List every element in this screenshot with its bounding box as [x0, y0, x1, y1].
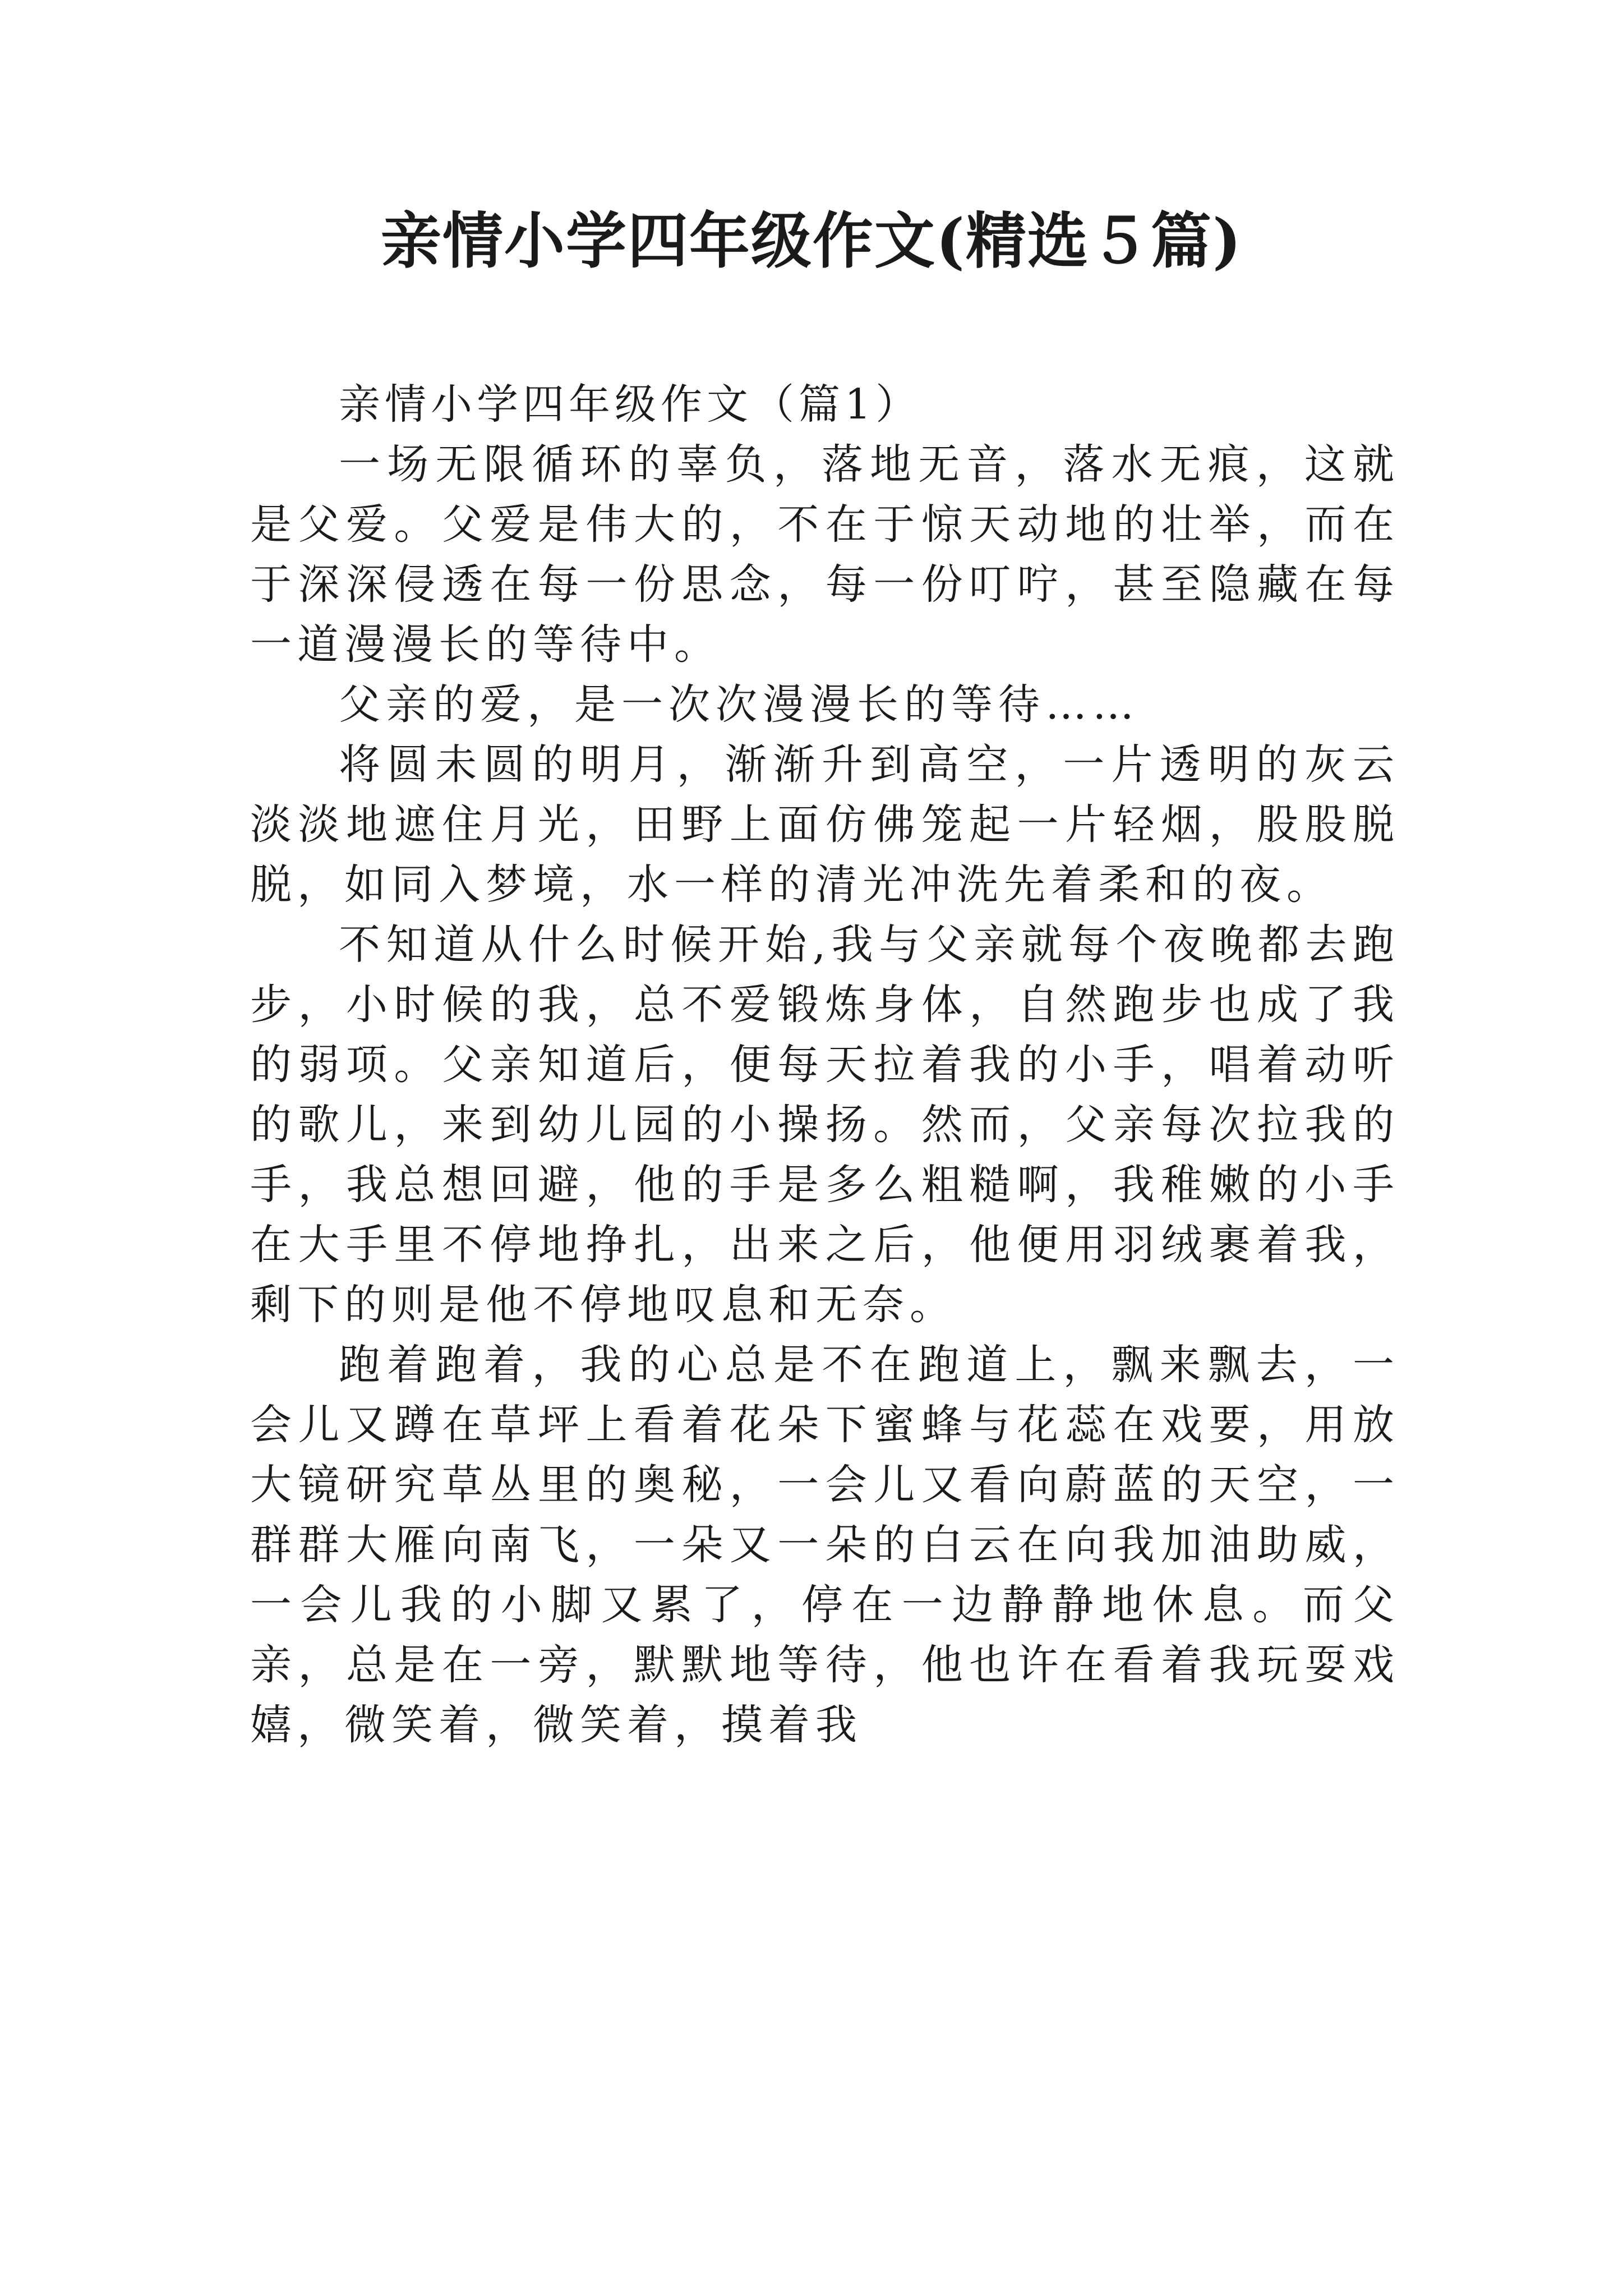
document-body	[250, 375, 1400, 1755]
paragraph: 跑着跑着，我的心总是不在跑道上，飘来飘去，一会儿又蹲在草坪上看着花朵下蜜蜂与花蕊在戏要，用放大镜研究草丛里的奥秘，一会儿又看向蔚蓝的天空，一群群大雁向南飞，一朵又一朵的白云在向我加油助威，一会儿我的小脚又累了，停在一边静静地休息。而父亲，总是在一旁，默默地等待，他也许在看着我玩耍戏嬉，微笑着，微笑着，摸着我	[250, 1341, 1400, 1749]
paragraph: 不知道从什么时候开始,我与父亲就每个夜晚都去跑步，小时候的我，总不爱锻炼身体，自然跑步也成了我的弱项。父亲知道后，便每天拉着我的小手，唱着动听的歌儿，来到幼儿园的小操扬。然而，父亲每次拉我的手，我总想回避，他的手是多么粗糙啊，我稚嫩的小手在大手里不停地挣扎，出来之后，他便用羽绒裹着我，剩下的则是他不停地叹息和无奈。	[250, 921, 1400, 1329]
section-heading: 亲情小学四年级作文（篇1）	[339, 380, 922, 429]
paragraph: 一场无限循环的辜负，落地无音，落水无痕，这就是父爱。父爱是伟大的，不在于惊天动地的壮举，而在于深深侵透在每一份思念，每一份叮咛，甚至隐藏在每一道漫漫长的等待中。	[250, 440, 1400, 669]
paragraph: 将圆未圆的明月，渐渐升到高空，一片透明的灰云淡淡地遮住月光，田野上面仿佛笼起一片轻烟，股股脱脱，如同入梦境，水一样的清光冲洗先着柔和的夜。	[250, 740, 1400, 909]
document-title: 亲情小学四年级作文(精选５篇)	[380, 206, 1243, 277]
paragraph: 父亲的爱，是一次次漫漫长的等待……	[339, 680, 1140, 729]
